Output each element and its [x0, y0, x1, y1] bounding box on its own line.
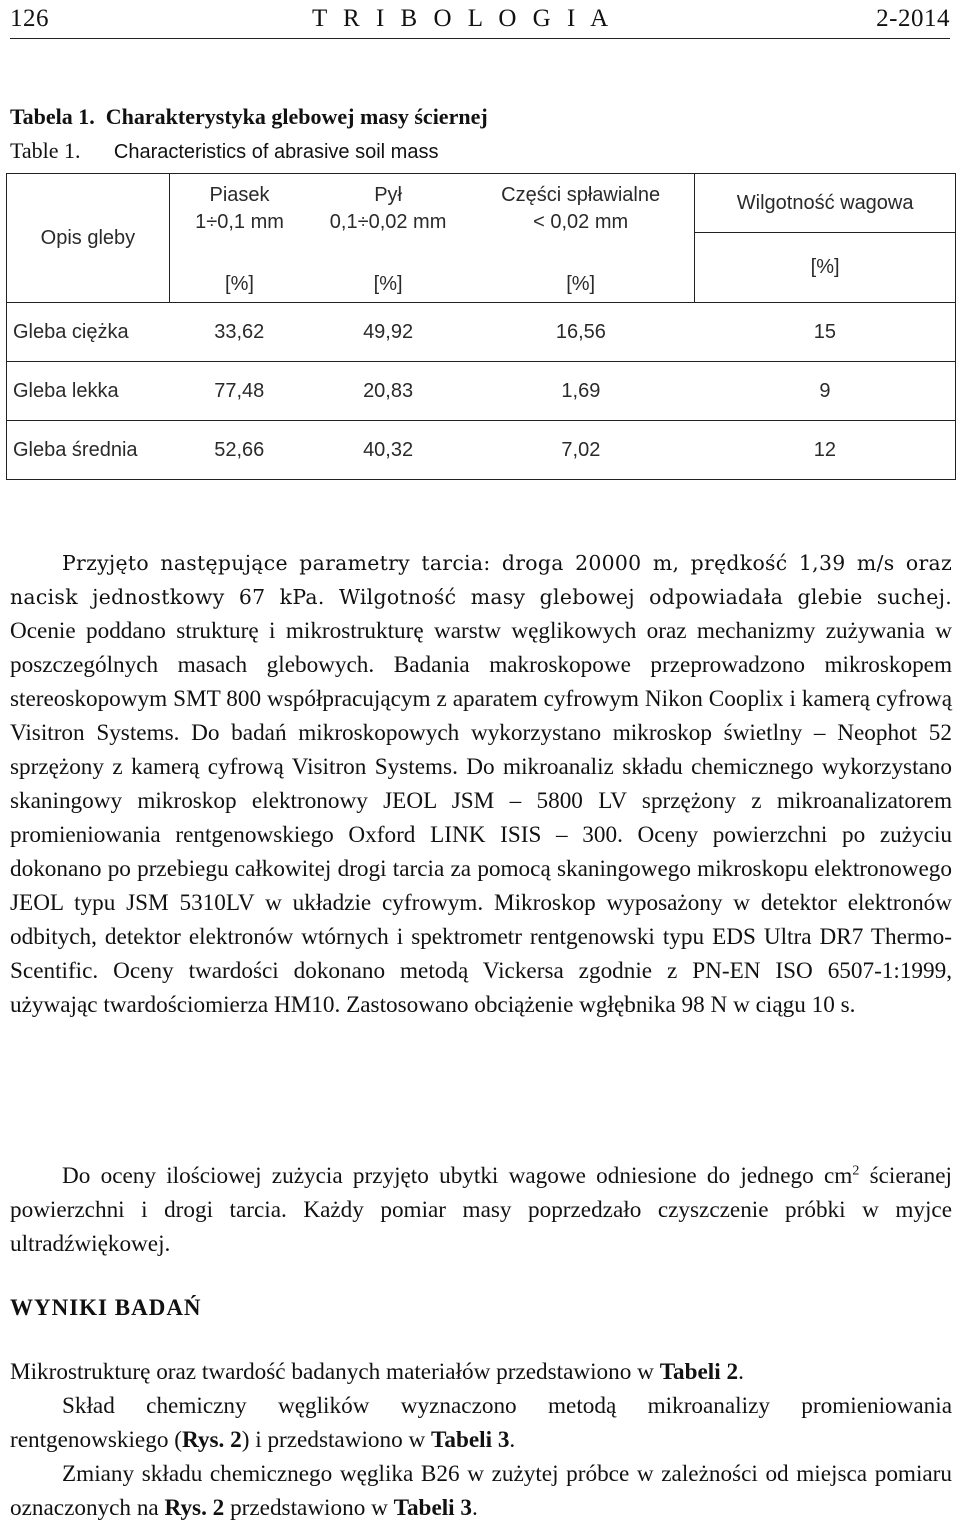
table-ref-link[interactable]: Tabeli 2 [659, 1359, 739, 1385]
table-caption [10, 100, 488, 169]
paragraph-parameters [10, 546, 952, 1022]
unit-label: [%] [373, 273, 403, 295]
table-ref-link[interactable]: Tabeli 3 [393, 1495, 473, 1521]
caption-pl [10, 100, 488, 134]
running-header [10, 0, 950, 38]
unit-label: [%] [810, 256, 840, 278]
unit-label: [%] [566, 273, 596, 295]
header-pyl: Pył 0,1÷0,02 mm [%] [309, 174, 467, 303]
header-czesci: Części spławialne < 0,02 mm [%] [467, 174, 695, 303]
caption-en-label: Table 1. [10, 138, 81, 163]
superscript: 2 [852, 1163, 860, 1179]
figure-ref-link[interactable]: Rys. 2 [164, 1495, 225, 1521]
paragraph-wear-assessment: Do oceny ilościowej zużycia przyjęto ubytki wagowe odniesione do jednego $cm^2$ ścieranej powierzchni i drogi tarcia. Każdy pomiar masy poprzedzało czyszczenie próbki w myjce ultradźwiękowej. [10, 1163, 952, 1257]
results-paragraph-3: Zmiany składu chemicznego węglika B26 w zużytej próbce w zależności od miejsca pomiaru oznaczonych na Rys. 2 przedstawiono w Tabeli 3. [10, 1461, 952, 1521]
table-row: Gleba ciężka 33,62 49,92 16,56 15 [7, 303, 956, 362]
unit-label: [%] [225, 273, 254, 295]
header-piasek: Piasek 1÷0,1 mm [%] [169, 174, 309, 303]
table-header-row [7, 174, 956, 303]
table-row: Gleba lekka 77,48 20,83 1,69 9 [7, 362, 956, 421]
soil-characteristics-table [6, 173, 956, 480]
issue-number: 2-2014 [876, 5, 950, 32]
results-paragraph-1: Mikrostrukturę oraz twardość badanych materiałów przedstawiono w Tabeli 2. [10, 1359, 744, 1385]
header-opis: Opis gleby [7, 174, 170, 303]
caption-en-title: Characteristics of abrasive soil mass [113, 141, 439, 163]
header-rule [10, 38, 950, 39]
section-heading: WYNIKI BADAŃ [10, 1295, 202, 1320]
table-row: Gleba średnia 52,66 40,32 7,02 12 [7, 421, 956, 480]
table-ref-link[interactable]: Tabeli 3 [431, 1427, 510, 1453]
caption-en [10, 134, 488, 169]
paragraph-methods: Ocenie poddano strukturę i mikrostrukturę warstw węglikowych oraz mechanizmy zużywania w poszczególnych masach glebowych. Badania makroskopowe przeprowadzono mikroskopem stereoskopowym SMT 800 współpracującym z aparatem cyfrowym Nikon Cooplix i kamerą cyfrową Visitron Systems. Do badań mikroskopowych wykorzystano mikroskop świetlny – Neophot 52 sprzężony z kamerą cyfrową Visitron Systems. Do mikroanaliz składu chemicznego wykorzystano skaningowy mikroskop elektronowy JEOL JSM – 5800 LV sprzężony z mikroanalizatorem promieniowania rentgenowskiego Oxford LINK ISIS – 300. Oceny powierzchni po zużyciu dokonano po przebiegu całkowitej drogi tarcia za pomocą skaningowego mikroskopu elektronowego JEOL typu JSM 5310LV w układzie cyfrowym. Mikroskop wyposażony w detektor elektronów odbitych, detektor elektronów wtórnych i spektrometr rentgenowski typu EDS Ultra DR7 Thermo-Scentific. Oceny twardości dokonano metodą Vickersa zgodnie z PN-EN ISO 6507-1:1999, używając twardościomierza HM10. Zastosowano obciążenie wgłębnika 98 N w ciągu 10 s. [10, 618, 952, 1018]
results-paragraph-2: Skład chemiczny węglików wyznaczono metodą mikroanalizy promieniowania rentgenowskiego (Rys. 2) i przedstawiono w Tabeli 3. [10, 1393, 952, 1453]
page-number: 126 [10, 5, 49, 32]
caption-pl-title: Charakterystyka glebowej masy ściernej [105, 104, 488, 129]
paragraph-parameters-intro: Przyjęto następujące parametry tarcia: droga 20000 m, prędkość 1,39 m/s oraz nacisk jednostkowy 67 kPa. Wilgotność masy glebowej odpowiadała glebie suchej. [10, 551, 952, 609]
header-wilgotnosc: Wilgotność wagowa [%] [695, 174, 956, 303]
figure-ref-link[interactable]: Rys. 2 [181, 1427, 242, 1453]
journal-name: T R I B O L O G I A [311, 5, 614, 32]
caption-pl-label: Tabela 1. [10, 104, 95, 129]
